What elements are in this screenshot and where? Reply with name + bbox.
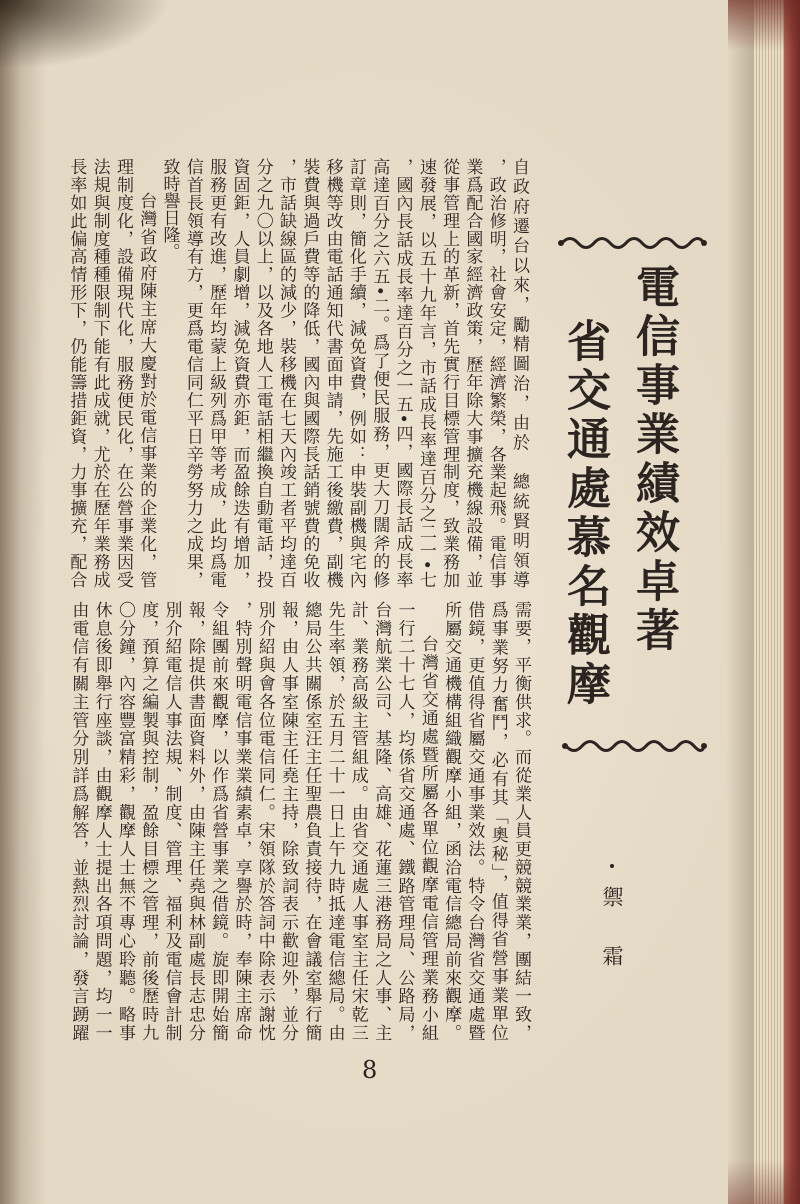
text-column: 業爲配合國家經濟政策，歷年除大事擴充機線設備，並 [462,158,483,588]
text-column: 速發展，以五十九年言，市話成長率達百分之二一•七 [415,158,436,588]
text-column: 〇分鐘，內容豐富精彩，觀摩人士無不專心聆聽。略事 [114,601,135,1041]
text-column: 令組團前來觀摩，以作爲省營事業之借鏡。旋即開始簡 [208,601,229,1041]
text-column: 法規與制度種種限制下能有此成就，尤於在歷年業務成 [89,158,110,588]
text-column: 從事管理上的革新，首先實行目標管理制度，致業務加 [439,158,460,588]
text-column: ，國內長話成長率達百分之一五•四，國際長話成長率 [392,158,413,588]
text-column: 計、業務高級主管組成。由省交通處人事室主任宋乾三 [347,601,368,1041]
author-name: 禦霜 [600,886,624,1004]
text-column: 一行二十七人，均係省交通處、鐵路管理局、公路局， [394,601,415,1041]
text-column: 裝費與過戶費等的降低，國內與國際長話銷號費的免收 [299,158,320,588]
text-column-paragraph-start: 台灣省交通處暨所屬各單位觀摩電信管理業務小組 [417,635,438,1041]
text-column: ，市話缺線區的減少，裝移機在七天內竣工者平均達百 [276,158,297,588]
stacked-page-edges [754,0,784,1204]
text-column: 服務更有改進，歷年均蒙上級列爲甲等考成，此均爲電 [206,158,227,588]
article-title-line-1: 電信事業績效卓著 [628,264,679,656]
text-column: 爲事業努力奮鬥，必有其「奧秘」，值得省營事業單位 [487,601,508,1041]
text-column: 自政府遷台以來，勵精圖治，由於 總統賢明領導 [509,158,529,588]
text-column: 資固鉅，人員劇增，減免資費亦鉅，而盈餘迭有增加， [229,158,250,588]
top-left-corner-shadow [0,0,170,70]
page-edge-shadow [726,0,754,1204]
page-number: 8 [362,1056,378,1084]
body-text-upper-block [60,158,530,588]
author-marker-dot [610,864,614,868]
bottom-right-corner-shadow [728,1160,800,1204]
text-column: 休息後即舉行座談，由觀摩人士提出各項問題，均一一 [91,601,112,1041]
text-column: ，特別聲明電信事業業績素卓，享譽於時，奉陳主席命 [231,601,252,1041]
text-column: 由電信有關主管分別詳爲解答，並熱烈討論，發言踴躍 [68,601,89,1041]
title-ornament-bottom [560,735,708,757]
text-column: 報，除提供書面資料外，由陳主任堯與林副處長志忠分 [184,601,205,1041]
text-column: 訂章則，簡化手續，減免資費，例如：申裝副機與宅內 [345,158,366,588]
top-right-corner-shadow [728,0,800,50]
body-text-lower-block [62,601,532,1041]
text-column: 需要，平衡供求。而從業人員更競競業業，團結一致， [511,601,531,1041]
text-column: 理制度化，設備現代化，服務便民化，在公營事業因受 [112,158,133,588]
article-title-line-2: 省交通處慕名觀摩 [559,318,610,710]
text-column: 長率如此偏高情形下，仍能籌措鉅資，力事擴充，配合 [66,158,87,588]
text-column: 信首長領導有方，更爲電信同仁平日辛勞努力之成果， [182,158,203,588]
text-column: 先生率領，於五月二十一日上午九時抵達電信總局。由 [324,601,345,1041]
text-column: 分之九〇以上，以及各地人工電話相繼換自動電話，投 [252,158,273,588]
book-gutter-shadow [0,0,46,1204]
text-column: 所屬交通機構組織觀摩小組，函洽電信總局前來觀摩。 [441,601,462,1041]
book-binding-edge [784,0,800,1204]
text-column-paragraph-start: 台灣省政府陳主席大慶對於電信事業的企業化，管 [136,192,157,588]
text-column: 別介紹與會各位電信同仁。宋領隊於答詞中除表示謝忱 [254,601,275,1041]
text-column: 台灣航業公司、基隆、高雄、花蓮三港務局之人事、主 [371,601,392,1041]
text-column-paragraph-end: 致時譽日隆。 [159,158,180,260]
text-column: 借鏡，更值得省屬交通事業效法。特令台灣省交通處暨 [464,601,485,1041]
text-column: 移機等改由電話通知代書面申請，先施工後繳費，副機 [322,158,343,588]
title-ornament-top [556,232,708,254]
text-column: 總局公共關係室汪主任聖農負責接待，在會議室舉行簡 [301,601,322,1041]
text-column: 報，由人事室陳主任堯主持，除致詞表示歡迎外，並分 [278,601,299,1041]
text-column: 度，預算之編製與控制，盈餘目標之管理，前後歷時九 [138,601,159,1041]
text-column: ，政治修明，社會安定，經濟繁榮，各業起飛。電信事 [485,158,506,588]
text-column: 高達百分之六五•二。爲了便民服務，更大刀闊斧的修 [369,158,390,588]
text-column: 別介紹電信人事法規、制度、管理、福利及電信會計制 [161,601,182,1041]
